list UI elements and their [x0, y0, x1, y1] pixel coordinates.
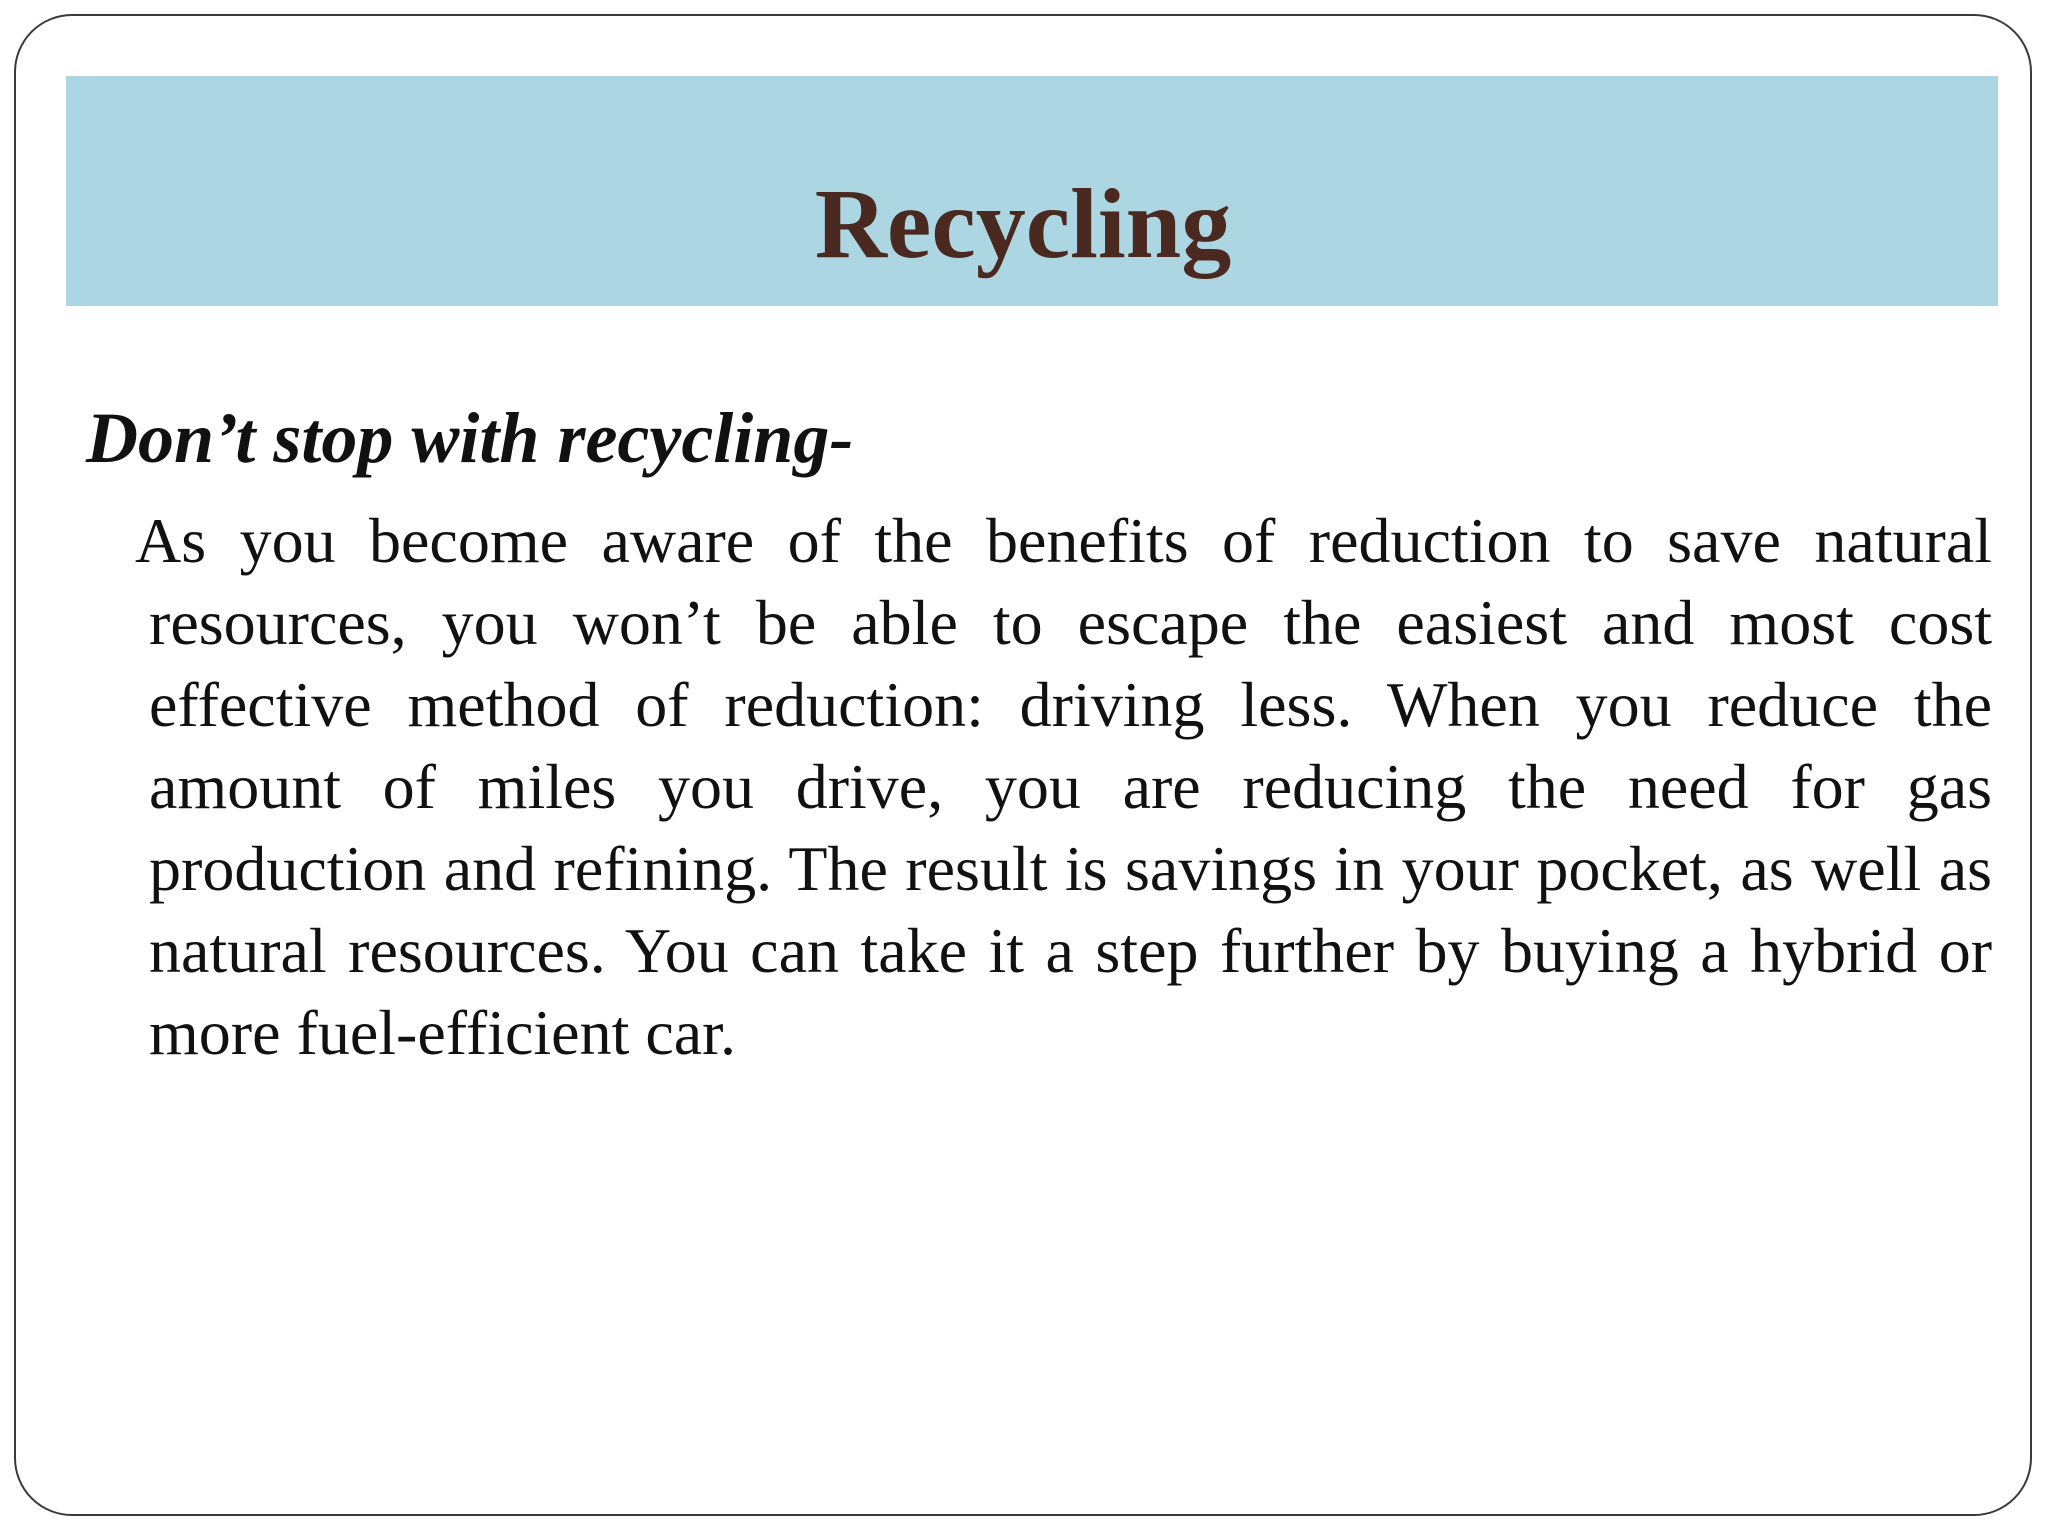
slide-frame — [14, 14, 2032, 1516]
slide-title: Recycling — [814, 168, 1232, 279]
slide-body-paragraph: As you become aware of the benefits of reduction to save natural resources, you won’t be able to escape the easiest and most cost effective method of reduction: driving less. When you reduce the amount of miles you drive, you are reducing the need for gas production and refining. The result is savings in your pocket, as well as natural resources. You can take it a step further by buying a hybrid or more fuel-efficient car. — [135, 505, 1992, 1068]
slide-subheading: Don’t stop with recycling- — [86, 398, 854, 478]
